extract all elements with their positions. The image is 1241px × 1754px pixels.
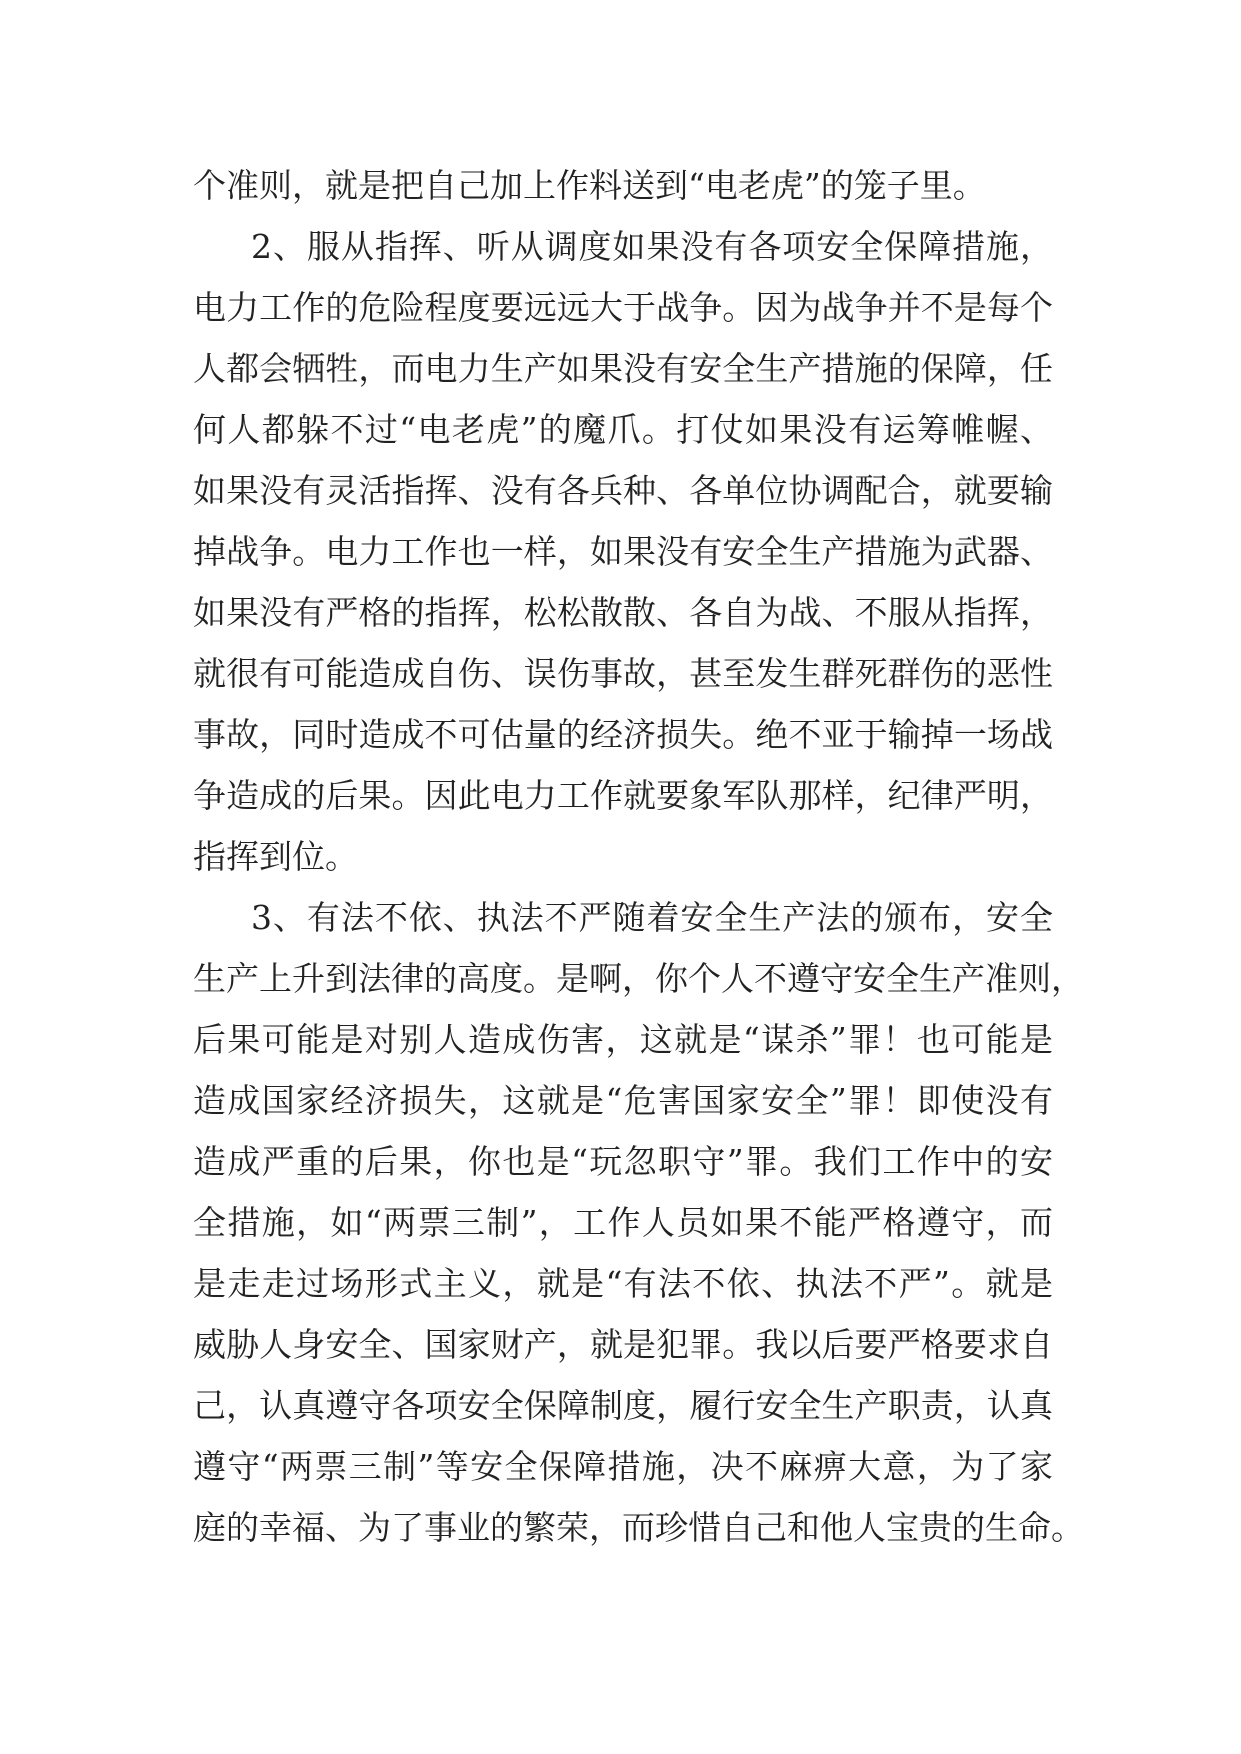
text-line: 掉战争。电力工作也一样，如果没有安全生产措施为武器、: [193, 532, 1053, 571]
text-line: 威胁人身安全、国家财产，就是犯罪。我以后要严格要求自: [193, 1325, 1053, 1364]
text-line: 就很有可能造成自伤、误伤事故，甚至发生群死群伤的恶性: [193, 654, 1053, 693]
text-line: 生产上升到法律的高度。是啊，你个人不遵守安全生产准则，: [193, 959, 1084, 998]
text-line: 个准则，就是把自己加上作料送到“电老虎”的笼子里。: [193, 166, 986, 205]
text-line: 争造成的后果。因此电力工作就要象军队那样，纪律严明，: [193, 776, 1053, 815]
text-line: 造成国家经济损失，这就是“危害国家安全”罪！即使没有: [193, 1081, 1053, 1120]
text-line: 指挥到位。: [193, 837, 358, 876]
text-line: 庭的幸福、为了事业的繁荣，而珍惜自己和他人宝贵的生命。: [193, 1508, 1084, 1547]
text-line: 2、服从指挥、听从调度如果没有各项安全保障措施，: [251, 227, 1053, 266]
text-line: 造成严重的后果，你也是“玩忽职守”罪。我们工作中的安: [193, 1142, 1053, 1181]
text-line: 人都会牺牲，而电力生产如果没有安全生产措施的保障，任: [193, 349, 1053, 388]
text-line: 事故，同时造成不可估量的经济损失。绝不亚于输掉一场战: [193, 715, 1053, 754]
text-line: 是走走过场形式主义，就是“有法不依、执法不严”。就是: [193, 1264, 1053, 1303]
text-line: 何人都躲不过“电老虎”的魔爪。打仗如果没有运筹帷幄、: [193, 410, 1053, 449]
text-line: 电力工作的危险程度要远远大于战争。因为战争并不是每个: [193, 288, 1053, 327]
text-line: 后果可能是对别人造成伤害，这就是“谋杀”罪！也可能是: [193, 1020, 1053, 1059]
text-line: 全措施，如“两票三制”，工作人员如果不能严格遵守，而: [193, 1203, 1053, 1242]
text-line: 3、有法不依、执法不严随着安全生产法的颁布，安全: [251, 898, 1053, 937]
body-text: [193, 155, 1084, 1558]
text-line: 如果没有灵活指挥、没有各兵种、各单位协调配合，就要输: [193, 471, 1053, 510]
text-line: 如果没有严格的指挥，松松散散、各自为战、不服从指挥，: [193, 593, 1053, 632]
text-line: 己，认真遵守各项安全保障制度，履行安全生产职责，认真: [193, 1386, 1053, 1425]
text-line: 遵守“两票三制”等安全保障措施，决不麻痹大意，为了家: [193, 1447, 1053, 1486]
